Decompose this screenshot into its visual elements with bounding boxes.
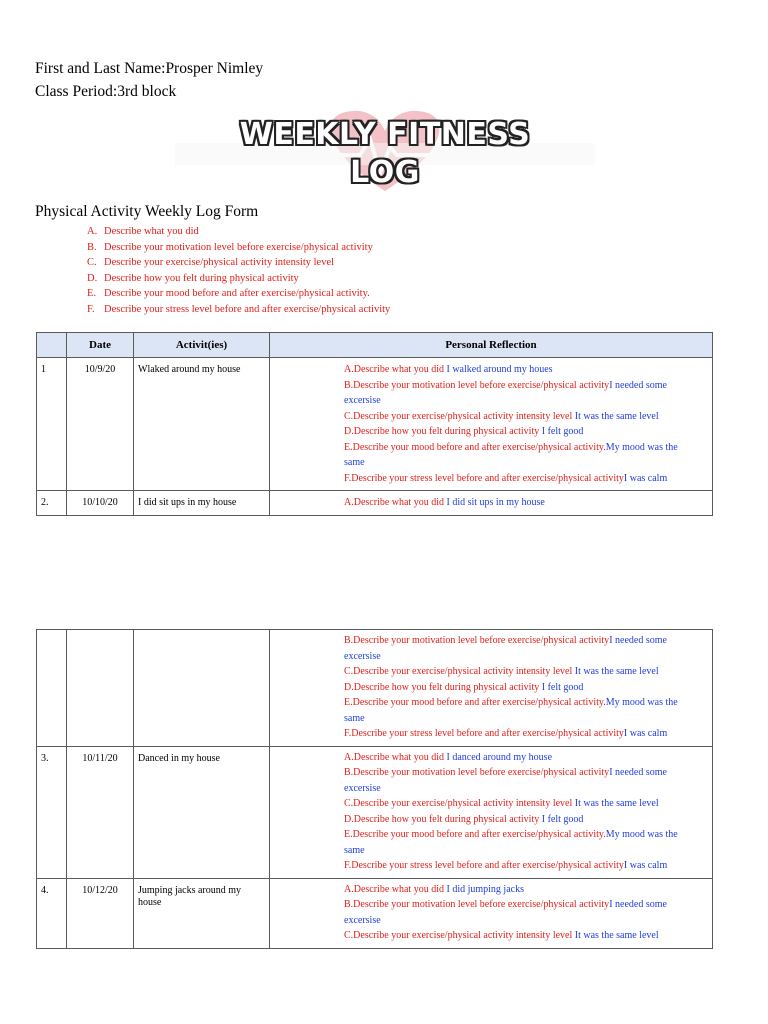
reflection-answer: I did jumping jacks bbox=[443, 883, 524, 895]
row-date: 10/9/20 bbox=[67, 358, 134, 491]
reflection-item bbox=[344, 796, 692, 812]
criteria-item: A. Describe what you did bbox=[87, 226, 199, 237]
row-activity: Wlaked around my house bbox=[134, 358, 270, 491]
reflection-question: F.Describe your stress level before and after exercise/physical activity bbox=[344, 472, 624, 484]
row-number: 3. bbox=[37, 746, 67, 878]
period-line bbox=[35, 83, 176, 101]
col-header-activities: Activit(ies) bbox=[134, 333, 270, 358]
row-reflection bbox=[270, 746, 713, 878]
reflection-item bbox=[344, 897, 692, 928]
reflection-item bbox=[344, 440, 692, 471]
reflection-question: F.Describe your stress level before and after exercise/physical activity bbox=[344, 860, 624, 871]
reflection-question: C.Describe your exercise/physical activity intensity level bbox=[344, 930, 573, 941]
reflection-answer: I danced around my house bbox=[443, 751, 553, 763]
weekly-fitness-log-logo bbox=[175, 103, 595, 195]
reflection-question: B.Describe your motivation level before exercise/physical activity bbox=[344, 635, 610, 646]
table-row bbox=[37, 746, 713, 878]
reflection-answer: I felt good bbox=[539, 813, 584, 825]
row-number: 4. bbox=[37, 878, 67, 948]
row-date: 10/12/20 bbox=[67, 878, 134, 948]
reflection-answer: I needed some excersise bbox=[344, 635, 667, 662]
table-row bbox=[37, 358, 713, 491]
reflection-answer: My mood was the same bbox=[344, 441, 678, 468]
row-number: 1 bbox=[37, 358, 67, 491]
col-header-reflection: Personal Reflection bbox=[270, 333, 713, 358]
reflection-item bbox=[344, 695, 692, 726]
logo-line1: WEEKLY FITNESS bbox=[239, 117, 531, 152]
row-activity: Jumping jacks around my house bbox=[134, 878, 270, 948]
reflection-answer: I walked around my houes bbox=[443, 364, 553, 375]
reflection-answer: I needed some excersise bbox=[344, 899, 667, 926]
criteria-item: D. Describe how you felt during physical activity bbox=[87, 272, 299, 284]
reflection-answer: I needed some excersise bbox=[344, 379, 667, 406]
log-table-continued bbox=[36, 629, 713, 949]
row-date bbox=[67, 630, 134, 747]
reflection-item bbox=[344, 409, 692, 425]
reflection-item bbox=[344, 812, 692, 828]
reflection-item bbox=[344, 680, 692, 696]
table-row bbox=[37, 630, 713, 747]
reflection-answer: I was calm bbox=[623, 860, 668, 871]
criteria-item: B. Describe your motivation level before exercise/physical activity bbox=[87, 241, 373, 253]
criteria-item: F. Describe your stress level before and after exercise/physical activity bbox=[87, 303, 391, 315]
logo-line2: LOG bbox=[350, 155, 420, 190]
reflection-question: A.Describe what you did bbox=[344, 751, 444, 763]
row-reflection bbox=[270, 358, 713, 491]
name-label: First and Last Name: bbox=[35, 60, 166, 77]
reflection-item bbox=[344, 362, 692, 378]
criteria-list bbox=[87, 224, 390, 318]
reflection-answer: My mood was the same bbox=[344, 829, 678, 856]
reflection-question: B.Describe your motivation level before exercise/physical activity bbox=[344, 379, 610, 391]
col-header-date: Date bbox=[67, 333, 134, 358]
reflection-question: C.Describe your exercise/physical activity intensity level bbox=[344, 410, 573, 422]
reflection-question: D.Describe how you felt during physical activity bbox=[344, 681, 540, 693]
reflection-question: C.Describe your exercise/physical activity intensity level bbox=[344, 666, 573, 677]
period-value: 3rd block bbox=[117, 83, 177, 100]
reflection-item bbox=[344, 765, 692, 796]
row-activity bbox=[134, 630, 270, 747]
name-line bbox=[35, 60, 263, 78]
reflection-answer: I felt good bbox=[539, 426, 584, 437]
reflection-item bbox=[344, 378, 692, 409]
col-header-num bbox=[37, 333, 67, 358]
reflection-answer: My mood was the same bbox=[344, 697, 678, 724]
table-header-row bbox=[37, 333, 713, 358]
reflection-item bbox=[344, 495, 692, 511]
period-label: Class Period: bbox=[35, 83, 118, 100]
reflection-item bbox=[344, 726, 692, 742]
reflection-question: B.Describe your motivation level before exercise/physical activity bbox=[344, 767, 610, 778]
reflection-answer: I felt good bbox=[539, 681, 584, 693]
row-date: 10/11/20 bbox=[67, 746, 134, 878]
reflection-question: E.Describe your mood before and after exercise/physical activity. bbox=[344, 441, 606, 453]
reflection-item bbox=[344, 858, 692, 874]
row-number: 2. bbox=[37, 491, 67, 516]
row-date: 10/10/20 bbox=[67, 491, 134, 516]
reflection-question: D.Describe how you felt during physical activity bbox=[344, 426, 540, 437]
reflection-question: C.Describe your exercise/physical activity intensity level bbox=[344, 798, 573, 809]
name-value: Prosper Nimley bbox=[165, 60, 264, 77]
form-title: Physical Activity Weekly Log Form bbox=[35, 203, 259, 220]
reflection-answer: It was the same level bbox=[572, 410, 659, 422]
row-reflection bbox=[270, 630, 713, 747]
reflection-answer: It was the same level bbox=[572, 930, 659, 941]
row-reflection bbox=[270, 491, 713, 516]
table-row bbox=[37, 878, 713, 948]
reflection-item bbox=[344, 750, 692, 766]
reflection-answer: I needed some excersise bbox=[344, 767, 667, 794]
reflection-item bbox=[344, 664, 692, 680]
criteria-item: E. Describe your mood before and after exercise/physical activity. bbox=[87, 288, 370, 300]
row-number bbox=[37, 630, 67, 747]
log-table bbox=[36, 332, 713, 516]
reflection-item bbox=[344, 633, 692, 664]
reflection-item bbox=[344, 928, 692, 944]
reflection-question: D.Describe how you felt during physical activity bbox=[344, 813, 540, 825]
reflection-question: A.Describe what you did bbox=[344, 883, 444, 895]
reflection-answer: I was calm bbox=[623, 728, 668, 739]
reflection-item bbox=[344, 882, 692, 898]
reflection-question: E.Describe your mood before and after exercise/physical activity. bbox=[344, 697, 606, 708]
reflection-question: F.Describe your stress level before and after exercise/physical activity bbox=[344, 728, 624, 739]
reflection-question: E.Describe your mood before and after exercise/physical activity. bbox=[344, 829, 606, 840]
criteria-item: C. Describe your exercise/physical activity intensity level bbox=[87, 257, 335, 269]
row-activity: Danced in my house bbox=[134, 746, 270, 878]
reflection-question: B.Describe your motivation level before exercise/physical activity bbox=[344, 899, 610, 910]
reflection-item bbox=[344, 827, 692, 858]
row-reflection bbox=[270, 878, 713, 948]
reflection-answer: It was the same level bbox=[572, 798, 659, 809]
reflection-question: A.Describe what you did bbox=[344, 364, 444, 375]
table-row bbox=[37, 491, 713, 516]
reflection-item bbox=[344, 471, 692, 487]
reflection-question: A.Describe what you did bbox=[344, 497, 444, 508]
row-activity: I did sit ups in my house bbox=[134, 491, 270, 516]
reflection-item bbox=[344, 424, 692, 440]
reflection-answer: I did sit ups in my house bbox=[443, 497, 545, 508]
reflection-answer: I was calm bbox=[623, 472, 668, 484]
reflection-answer: It was the same level bbox=[572, 666, 659, 677]
